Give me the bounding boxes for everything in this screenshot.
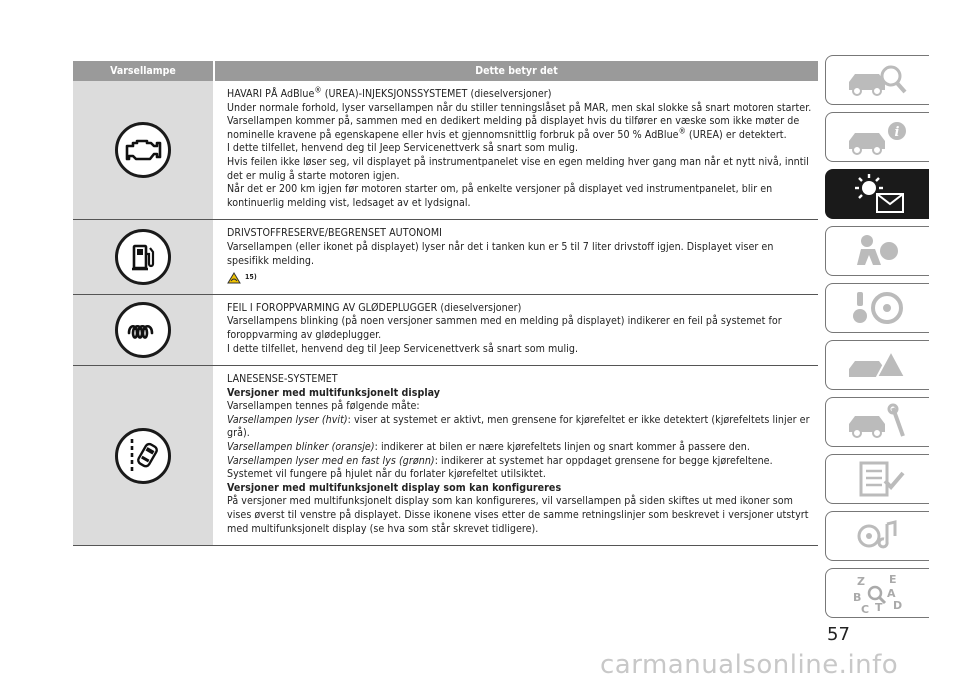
index-letter-t: T [874, 601, 883, 614]
row-title: LANESENSE-SYSTEMET [227, 373, 338, 386]
row-title: DRIVSTOFFRESERVE/BEGRENSET AUTONOMI [227, 227, 442, 240]
glow-plug-icon [115, 302, 171, 358]
paragraph: Når det er 200 km igjen før motoren starter om, på enkelte versjoner på displayet ved instrumentpanelet, blir en kontinuerlig melding vist, ledsaget av et lydsignal. [227, 183, 773, 209]
meaning-cell [213, 366, 818, 545]
icon-cell [73, 295, 213, 365]
registered-mark: ® [678, 126, 686, 136]
tab-car-search[interactable] [825, 55, 929, 105]
paragraph: Systemet vil fungere på hjulet når du forlater kjørefeltet utilsiktet. [227, 468, 546, 481]
page-number: 57 [827, 624, 850, 645]
index-letter-z: Z [856, 575, 865, 588]
registered-mark: ® [314, 85, 322, 95]
engine-check-icon [115, 122, 171, 178]
paragraph: Hvis feilen ikke løser seg, vil displayet på instrumentpanelet vise en egen melding hver gang man når et nytt nivå, inntil det er mulig å starte motoren igjen. [227, 155, 809, 182]
icon-cell [73, 220, 213, 293]
car-info-icon [843, 117, 913, 157]
fuel-pump-icon [115, 229, 171, 285]
text: : viser at systemet er aktivt, men grensene for kjørefeltet er ikke detektert (kjørefeltets linjer er grå). [227, 413, 810, 440]
text: Varsellampen kommer på, sammen med en dedikert melding på displayet hvis du tilfører en væske som ikke møter de nominelle kravene på egenskapene eller hvis et gjennomsnittlig forbruk på over 50 % AdBlue [227, 115, 800, 141]
index-letter-b: B [852, 591, 861, 604]
text: (UREA) er detektert. [685, 128, 787, 141]
warning-lights-table [73, 61, 818, 546]
car-search-icon [843, 60, 913, 100]
title-rest: (UREA)-INJEKSJONSSYSTEMET (dieselversjoner) [321, 88, 552, 100]
table-header [73, 61, 818, 81]
svg-text:i: i [894, 125, 899, 140]
row-title: FEIL I FOROPPVARMING AV GLØDEPLUGGER (dieselversjoner) [227, 301, 522, 314]
checklist-icon [843, 459, 913, 499]
warning-light-message-icon [843, 172, 913, 216]
index-letter-e: E [888, 573, 897, 586]
paragraph [227, 414, 818, 441]
subheading: Versjoner med multifunksjonelt display [227, 386, 441, 399]
chapter-tabs [825, 55, 929, 625]
row-title [227, 85, 818, 102]
subheading: Versjoner med multifunksjonelt display som kan konfigureres [227, 481, 562, 494]
paragraph: Under normale forhold, lyser varsellampen når du stiller tenningslåset på MAR, men skal slokke så snart motoren starter. [227, 101, 812, 114]
table-row-glow-plug [73, 295, 818, 366]
tab-checklist[interactable] [825, 454, 929, 504]
table-row-lanesense [73, 366, 818, 546]
multimedia-icon [843, 516, 913, 556]
footnote-ref[interactable]: 15) [245, 273, 257, 282]
index-letter-d: D [892, 599, 902, 612]
index-letter-c: C [860, 603, 869, 615]
text: : indikerer at systemet har oppdaget grensene for begge kjørefeltene. [434, 454, 773, 467]
italic-text: Varsellampen lyser (hvit) [227, 413, 348, 426]
paragraph: Varsellampen (eller ikonet på displayet) lyser når det i tanken kun er 5 til 7 liter drivstoff igjen. Displayet viser en spesifikk melding. [227, 240, 774, 267]
text: : indikerer at bilen er nære kjørefeltets linjen og snart kommer å passere den. [374, 441, 750, 454]
paragraph: Varsellampen tennes på følgende måte: [227, 400, 420, 413]
header-warning-light: Varsellampe [110, 65, 176, 77]
warning-note [227, 271, 818, 285]
car-wrench-icon [843, 402, 913, 442]
index-letters-icon [843, 571, 913, 615]
tab-car-info[interactable] [825, 112, 929, 162]
icon-cell [73, 81, 213, 219]
icon-cell [73, 366, 213, 545]
steering-wheel-key-icon [843, 288, 913, 328]
lane-sense-icon [115, 428, 171, 484]
paragraph: I dette tilfellet, henvend deg til Jeep Servicenettverk så snart som mulig. [227, 342, 579, 355]
car-warning-icon [843, 345, 913, 385]
italic-text: Varsellampen blinker (oransje) [227, 441, 375, 454]
meaning-cell [213, 220, 818, 293]
paragraph [227, 441, 818, 455]
warning-triangle-icon [227, 272, 241, 284]
title-text: HAVARI PÅ AdBlue [227, 88, 315, 100]
paragraph: På versjoner med multifunksjonelt display som kan konfigureres, vil varsellampen på siden skiftes ut med ikoner som vises øverst til venstre på displayet. Disse ikonene vises etter de samme retningslinjer som beskrevet i versjoner utstyrt med multifunksjonelt display (se hva som står skrevet tidligere). [227, 495, 809, 535]
paragraph [227, 455, 818, 469]
tab-car-warning[interactable] [825, 340, 929, 390]
tab-car-wrench[interactable] [825, 397, 929, 447]
table-row-adblue [73, 81, 818, 220]
tab-warning-lights[interactable] [825, 169, 929, 219]
italic-text: Varsellampen lyser med en fast lys (grønn) [227, 454, 435, 467]
tab-airbag[interactable] [825, 226, 929, 276]
watermark: carmanualsonline.info [600, 650, 899, 680]
tab-index[interactable] [825, 568, 929, 618]
table-row-fuel-reserve [73, 220, 818, 294]
tab-steering-key[interactable] [825, 283, 929, 333]
paragraph: Varsellampens blinking (på noen versjoner sammen med en melding på displayet) indikerer en feil på systemet for foroppvarming av glødeplugger. [227, 315, 782, 341]
header-meaning: Dette betyr det [213, 61, 818, 81]
airbag-person-icon [843, 231, 913, 271]
paragraph: I dette tilfellet, henvend deg til Jeep Servicenettverk så snart som mulig. [227, 142, 579, 155]
meaning-cell [213, 295, 818, 365]
index-letter-a: A [886, 587, 896, 600]
meaning-cell [213, 81, 818, 219]
tab-multimedia[interactable] [825, 511, 929, 561]
paragraph [227, 115, 818, 142]
